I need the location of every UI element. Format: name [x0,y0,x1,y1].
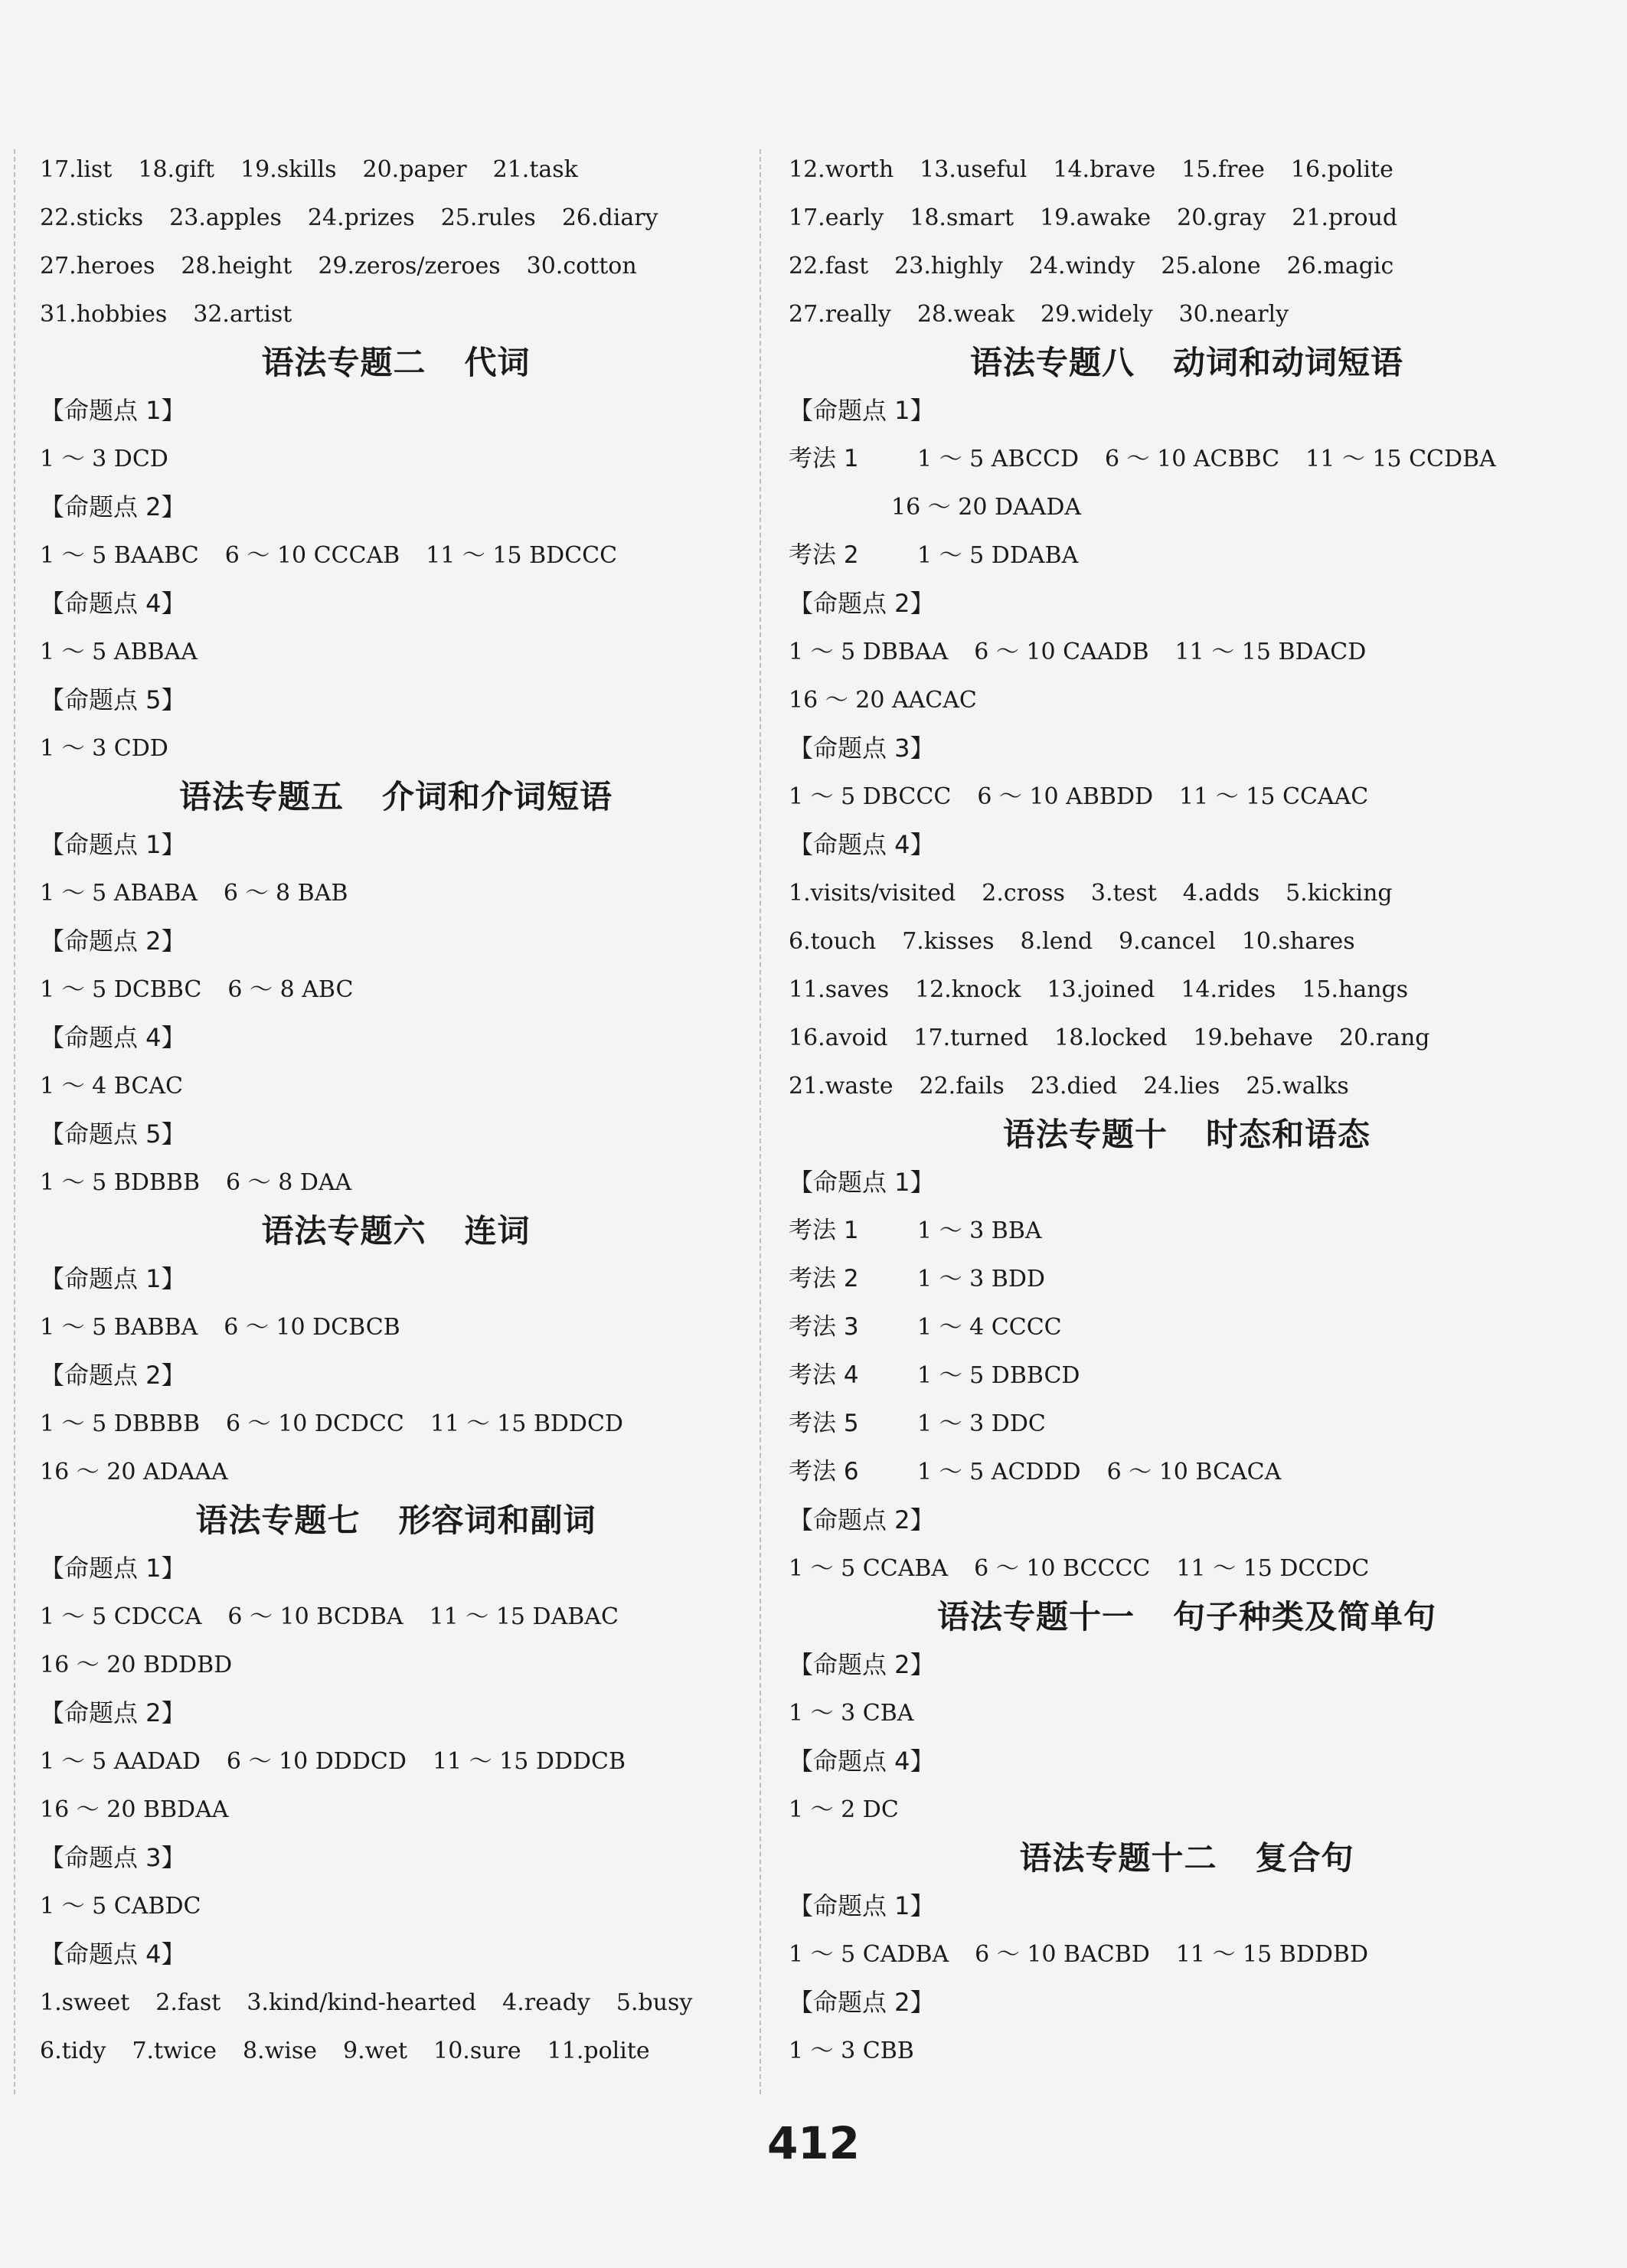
question-point-heading: 【命题点 1】 [40,396,186,425]
answer-item: 6 ～ 8 BAB [223,880,348,907]
answer-item: 14.rides [1181,976,1276,1003]
word-answer-row [40,2027,752,2075]
word-answer-row [789,242,1585,290]
question-point-heading: 【命题点 1】 [40,830,186,859]
answer-item: 7.kisses [902,928,995,955]
word-answer-row [789,194,1585,242]
answer-item: 28.weak [916,301,1015,328]
answer-item: 3.kind/kind-hearted [247,1989,477,2016]
answer-item: 11.polite [547,2038,650,2064]
answer-item: 25.alone [1161,253,1261,279]
answer-item: 6 ～ 10 ABBDD [977,783,1154,810]
answer-row [40,435,752,483]
word-answer-row [40,290,752,338]
answer-item: 11 ～ 15 DCCDC [1176,1555,1370,1582]
question-point-heading: 【命题点 2】 [40,492,186,521]
answer-item: 11 ～ 15 BDCCC [426,542,618,569]
answer-item: 18.locked [1054,1025,1168,1051]
answer-row [789,676,1585,724]
question-point-heading: 【命题点 1】 [40,1554,186,1583]
answer-row [789,483,1585,531]
section-title [40,1207,752,1255]
answer-row [40,869,752,917]
answer-item: 19.awake [1040,204,1152,231]
section-title-main: 语法专题十二 [1019,1839,1217,1877]
answer-item: 25.rules [440,204,536,231]
answer-item: 1 ～ 3 DCD [40,446,168,472]
answer-row [40,1400,752,1448]
answer-item: 24.windy [1028,253,1135,279]
answer-item: 28.height [181,253,292,279]
answer-item: 1 ～ 5 ABABA [40,880,198,907]
column-divider [760,149,761,2094]
answer-item: 1 ～ 5 DBBAA [789,639,949,665]
answer-row [40,1641,752,1689]
answer-item: 16 ～ 20 BDDBD [40,1652,233,1678]
answer-item: 24.lies [1143,1073,1220,1100]
answer-row [40,531,752,580]
question-point-heading: 【命题点 3】 [789,734,935,763]
answer-item: 13.useful [920,156,1027,183]
answer-item: 21.waste [789,1073,894,1100]
answer-item: 1 ～ 5 BAABC [40,542,199,569]
answer-item: 17.turned [913,1025,1029,1051]
left-column-rule [14,149,15,2094]
section-title-sub: 动词和动词短语 [1173,344,1404,381]
answer-item: 12.worth [789,156,894,183]
answer-item: 15.free [1181,156,1265,183]
answer-item: 6 ～ 10 BACBD [975,1941,1150,1968]
answer-item: 1 ～ 5 CADBA [789,1941,949,1968]
word-answer-row [789,1014,1585,1062]
word-answer-row [40,1979,752,2027]
answer-item: 1 ～ 3 BDD [917,1266,1045,1292]
answer-row [40,1159,752,1207]
kaofa-label: 考法 2 [789,541,859,569]
answer-item: 1 ～ 5 CDCCA [40,1603,202,1630]
answer-item: 6 ～ 10 DDDCD [226,1748,407,1775]
answer-item: 11.saves [789,976,890,1003]
answer-item: 11 ～ 15 BDDBD [1175,1941,1369,1968]
answer-row [40,1062,752,1110]
answer-row [789,1448,1585,1496]
answer-item: 1.sweet [40,1989,130,2016]
word-answer-row [789,290,1585,338]
answer-item: 25.walks [1246,1073,1349,1100]
answer-item: 1 ～ 5 DDABA [917,542,1079,569]
answer-item: 6 ～ 10 DCBCB [224,1314,400,1341]
answer-item: 23.apples [169,204,282,231]
answer-item: 21.proud [1292,204,1398,231]
answer-item: 6.touch [789,928,877,955]
answer-item: 10.shares [1241,928,1355,955]
answer-item: 4.adds [1182,880,1260,907]
right-column [789,145,1585,2075]
answer-row [40,1882,752,1930]
section-title-sub: 句子种类及简单句 [1173,1598,1437,1636]
answer-item: 1 ～ 5 CABDC [40,1893,201,1920]
answer-item: 1 ～ 3 CDD [40,735,168,762]
question-point-heading: 【命题点 2】 [40,1361,186,1390]
kaofa-label: 考法 1 [789,1217,859,1244]
answer-item: 6 ～ 10 CCCAB [224,542,400,569]
word-answer-row [789,869,1585,917]
question-point-heading: 【命题点 2】 [789,1505,935,1534]
answer-item: 1 ～ 5 ACDDD [917,1459,1081,1485]
answer-item: 2.cross [982,880,1065,907]
kaofa-label: 考法 1 [789,445,859,472]
answer-item: 16 ～ 20 AACAC [789,687,977,714]
answer-row [789,773,1585,821]
answer-row [40,724,752,773]
answer-item: 1 ～ 4 BCAC [40,1073,183,1100]
answer-item: 14.brave [1053,156,1156,183]
answer-item: 1 ～ 5 ABBAA [40,639,198,665]
answer-item: 12.knock [915,976,1021,1003]
answer-row [789,1930,1585,1979]
answer-item: 3.test [1090,880,1157,907]
section-title [40,338,752,387]
section-title-main: 语法专题八 [969,344,1135,381]
answer-item: 17.list [40,156,113,183]
kaofa-label: 考法 5 [789,1410,859,1437]
answer-row [789,2027,1585,2075]
section-title-sub: 复合句 [1255,1839,1354,1877]
question-point-heading: 【命题点 4】 [789,830,935,859]
answer-item: 26.diary [561,204,658,231]
question-point-heading: 【命题点 4】 [40,1940,186,1969]
answer-item: 22.fast [789,253,869,279]
answer-item: 29.zeros/zeroes [318,253,501,279]
answer-item: 1 ～ 5 CCABA [789,1555,949,1582]
answer-item: 16 ～ 20 DAADA [891,494,1082,521]
answer-item: 16.polite [1290,156,1393,183]
answer-item: 5.kicking [1286,880,1393,907]
word-answer-row [789,966,1585,1014]
answer-row [789,1544,1585,1593]
answer-item: 27.heroes [40,253,155,279]
kaofa-label: 考法 4 [789,1361,859,1389]
word-answer-row [40,145,752,194]
answer-item: 29.widely [1041,301,1153,328]
answer-item: 13.joined [1047,976,1155,1003]
answer-item: 1 ～ 5 AADAD [40,1748,201,1775]
section-title-main: 语法专题十 [1002,1116,1168,1153]
answer-item: 6 ～ 10 BCACA [1106,1459,1282,1485]
answer-item: 5.busy [616,1989,693,2016]
left-column [40,145,752,2075]
answer-item: 26.magic [1286,253,1394,279]
answer-row [789,1786,1585,1834]
answer-row [789,1303,1585,1351]
question-point-heading: 【命题点 1】 [789,1168,935,1197]
section-title-main: 语法专题十一 [936,1598,1135,1636]
answer-item: 1 ～ 2 DC [789,1796,899,1823]
question-point-heading: 【命题点 2】 [40,1698,186,1727]
answer-row [789,628,1585,676]
answer-item: 23.died [1030,1073,1118,1100]
answer-item: 1 ～ 3 CBB [789,2038,914,2064]
word-answer-row [40,242,752,290]
answer-row [40,1448,752,1496]
word-answer-row [789,145,1585,194]
answer-row [789,1255,1585,1303]
answer-item: 8.wise [242,2038,317,2064]
question-point-heading: 【命题点 4】 [789,1747,935,1776]
section-title-sub: 时态和语态 [1206,1116,1371,1153]
answer-item: 27.really [789,301,891,328]
page-number: 412 [766,2117,861,2169]
word-answer-row [40,194,752,242]
answer-item: 1 ～ 5 DBBBB [40,1410,201,1437]
answer-item: 30.cotton [526,253,637,279]
section-title-sub: 代词 [464,344,531,381]
answer-item: 1 ～ 3 BBA [917,1217,1042,1244]
answer-item: 11 ～ 15 BDDCD [430,1410,623,1437]
answer-item: 24.prizes [307,204,415,231]
answer-row [789,1207,1585,1255]
question-point-heading: 【命题点 5】 [40,685,186,714]
answer-item: 1 ～ 3 DDC [917,1410,1046,1437]
answer-row [40,1593,752,1641]
section-title [40,773,752,821]
answer-item: 18.smart [910,204,1014,231]
kaofa-label: 考法 6 [789,1458,859,1485]
section-title-main: 语法专题五 [178,778,344,815]
answer-item: 21.task [492,156,578,183]
question-point-heading: 【命题点 2】 [789,1988,935,2017]
answer-item: 11 ～ 15 CCAAC [1179,783,1369,810]
answer-item: 1 ～ 5 ABCCD [917,446,1080,472]
answer-item: 19.behave [1193,1025,1314,1051]
word-answer-row [789,917,1585,966]
answer-row [789,531,1585,580]
question-point-heading: 【命题点 2】 [789,1650,935,1679]
section-title [789,1834,1585,1882]
answer-item: 6 ～ 8 DAA [226,1169,352,1196]
answer-item: 8.lend [1020,928,1093,955]
answer-item: 6 ～ 10 CAADB [974,639,1149,665]
answer-item: 1 ～ 5 BABBA [40,1314,198,1341]
answer-item: 1 ～ 5 BDBBB [40,1169,201,1196]
section-title [789,1110,1585,1159]
answer-row [40,1786,752,1834]
answer-item: 6 ～ 8 ABC [227,976,354,1003]
section-title [789,338,1585,387]
answer-item: 32.artist [193,301,292,328]
answer-item: 1 ～ 5 DBCCC [789,783,952,810]
answer-item: 20.rang [1339,1025,1430,1051]
answer-item: 31.hobbies [40,301,168,328]
answer-item: 16 ～ 20 ADAAA [40,1459,228,1485]
section-title-main: 语法专题二 [261,344,426,381]
answer-item: 11 ～ 15 DDDCB [432,1748,626,1775]
answer-item: 7.twice [132,2038,217,2064]
answer-row [789,1689,1585,1737]
section-title-sub: 连词 [464,1212,531,1250]
word-answer-row [789,1062,1585,1110]
question-point-heading: 【命题点 3】 [40,1843,186,1872]
answer-item: 1 ～ 5 DBBCD [917,1362,1080,1389]
question-point-heading: 【命题点 1】 [40,1264,186,1293]
section-title-sub: 介词和介词短语 [382,778,613,815]
question-point-heading: 【命题点 4】 [40,589,186,618]
answer-item: 6.tidy [40,2038,106,2064]
answer-item: 1 ～ 4 CCCC [917,1314,1062,1341]
section-title [40,1496,752,1544]
answer-item: 15.hangs [1302,976,1409,1003]
answer-item: 11 ～ 15 DABAC [429,1603,619,1630]
answer-row [789,435,1585,483]
answer-item: 30.nearly [1178,301,1289,328]
answer-row [40,1303,752,1351]
answer-item: 17.early [789,204,884,231]
section-title-main: 语法专题七 [195,1502,361,1539]
answer-item: 9.cancel [1119,928,1216,955]
answer-row [40,966,752,1014]
answer-item: 6 ～ 10 BCCCC [974,1555,1151,1582]
answer-item: 23.highly [894,253,1003,279]
question-point-heading: 【命题点 1】 [789,1891,935,1920]
answer-item: 2.fast [155,1989,221,2016]
answer-item: 9.wet [343,2038,408,2064]
answer-item: 11 ～ 15 CCDBA [1305,446,1496,472]
question-point-heading: 【命题点 1】 [789,396,935,425]
answer-item: 1 ～ 3 CBA [789,1700,914,1727]
answer-item: 16 ～ 20 BBDAA [40,1796,229,1823]
answer-row [40,628,752,676]
answer-item: 20.gray [1177,204,1266,231]
question-point-heading: 【命题点 4】 [40,1023,186,1052]
section-title [789,1593,1585,1641]
answer-item: 1.visits/visited [789,880,956,907]
answer-item: 4.ready [502,1989,590,2016]
answer-item: 22.fails [919,1073,1005,1100]
answer-item: 6 ～ 10 DCDCC [226,1410,404,1437]
question-point-heading: 【命题点 5】 [40,1119,186,1149]
answer-item: 1 ～ 5 DCBBC [40,976,202,1003]
answer-item: 6 ～ 10 ACBBC [1105,446,1280,472]
kaofa-label: 考法 2 [789,1265,859,1292]
answer-item: 19.skills [240,156,337,183]
kaofa-label: 考法 3 [789,1313,859,1341]
answer-item: 6 ～ 10 BCDBA [227,1603,403,1630]
answer-item: 16.avoid [789,1025,888,1051]
answer-item: 18.gift [138,156,215,183]
section-title-sub: 形容词和副词 [398,1502,596,1539]
answer-row [40,1737,752,1786]
question-point-heading: 【命题点 2】 [40,926,186,956]
question-point-heading: 【命题点 2】 [789,589,935,618]
answer-item: 22.sticks [40,204,144,231]
answer-item: 11 ～ 15 BDACD [1175,639,1367,665]
section-title-main: 语法专题六 [261,1212,426,1250]
answer-row [789,1351,1585,1400]
answer-item: 10.sure [433,2038,521,2064]
answer-row [789,1400,1585,1448]
answer-item: 20.paper [362,156,467,183]
